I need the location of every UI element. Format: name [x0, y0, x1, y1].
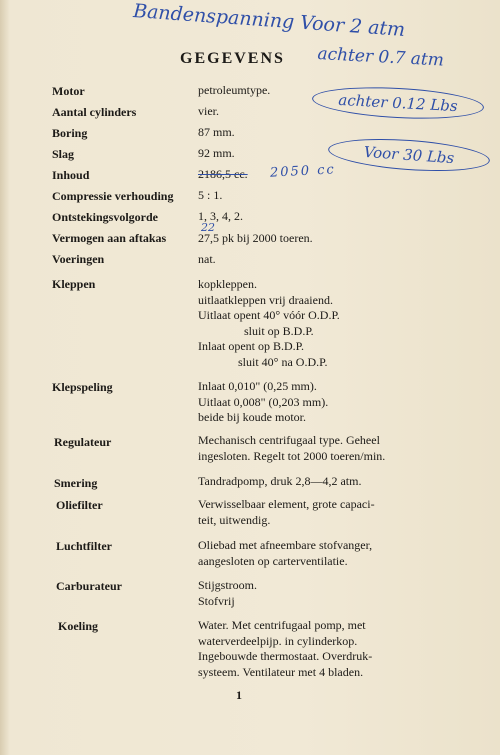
spec-label-voeringen: Voeringen	[52, 252, 105, 266]
page-number: 1	[236, 688, 242, 702]
spec-value-boring: 87 mm.	[198, 125, 235, 139]
spec-value-compressie: 5 : 1.	[198, 188, 223, 202]
spec-value-slag: 92 mm.	[198, 146, 235, 160]
oval-front-text: Voor 30 Lbs	[363, 142, 455, 168]
oval-rear-text: achter 0.12 Lbs	[337, 90, 459, 116]
spec-label-boring: Boring	[52, 126, 88, 140]
handwritten-oval-front-lbs	[327, 134, 491, 175]
spec-value-regulateur: Mechanisch centrifugaal type. Geheel ingesloten. Regelt tot 2000 toeren/min.	[198, 433, 386, 463]
spec-value-klepspeling: Inlaat 0,010" (0,25 mm). Uitlaat 0,008" (0,203 mm). beide bij koude motor.	[198, 379, 329, 424]
spec-label-motor: Motor	[52, 84, 85, 98]
spec-label-vermogen: Vermogen aan aftakas	[52, 231, 167, 245]
spec-value-carburateur: Stijgstroom. Stofvrij	[198, 578, 258, 608]
spec-value-cylinders: vier.	[198, 104, 219, 118]
handwritten-oval-rear-lbs	[311, 84, 484, 123]
spec-label-klepspeling: Klepspeling	[52, 380, 113, 394]
handwritten-tire-pressure-note: Bandenspanning Voor 2 atm	[132, 0, 406, 41]
spec-value-voeringen: nat.	[198, 252, 216, 266]
spec-value-inhoud: 2186,5 cc.	[198, 167, 248, 181]
spec-label-koeling: Koeling	[58, 619, 99, 633]
spec-value-ontsteking: 1, 3, 4, 2.	[198, 209, 243, 223]
spec-value-oliefilter: Verwisselbaar element, grote capaci- teit, uitwendig.	[198, 497, 375, 527]
spec-value-smering: Tandradpomp, druk 2,8—4,2 atm.	[198, 474, 362, 488]
spec-value-luchtfilter: Oliebad met afneembare stofvanger, aangesloten op carterventilatie.	[198, 538, 373, 568]
spec-label-slag: Slag	[52, 147, 75, 161]
page-title: GEGEVENS	[180, 50, 285, 67]
handwritten-vermogen-correction: 22	[201, 221, 215, 234]
spec-value-vermogen: 27,5 pk bij 2000 toeren.	[198, 231, 313, 245]
spec-label-compressie: Compressie verhouding	[52, 189, 174, 203]
spec-label-ontsteking: Ontstekingsvolgorde	[52, 210, 159, 224]
spec-label-inhoud: Inhoud	[52, 168, 90, 182]
spec-label-oliefilter: Oliefilter	[56, 498, 103, 512]
handwritten-rear-pressure-note: achter 0.7 atm	[316, 44, 445, 71]
spec-label-cylinders: Aantal cylinders	[52, 105, 137, 119]
spec-label-smering: Smering	[54, 476, 98, 490]
spec-label-kleppen: Kleppen	[52, 277, 96, 291]
spec-label-regulateur: Regulateur	[54, 435, 112, 449]
spec-label-luchtfilter: Luchtfilter	[56, 539, 112, 553]
spec-value-motor: petroleumtype.	[198, 83, 271, 97]
spec-value-kleppen: kopkleppen. uitlaatkleppen vrij draaiend. Uitlaat opent 40° vóór O.D.P. sluit op B.D.P. Inlaat opent op B.D.P. sluit 40° na O.D.P.	[198, 277, 340, 369]
spec-label-carburateur: Carburateur	[56, 579, 122, 593]
spec-value-koeling: Water. Met centrifugaal pomp, met waterverdeelpijp. in cylinderkop. Ingebouwde thermostaat. Overdruk- systeem. Ventilateur met 4 bladen.	[198, 618, 373, 679]
handwritten-inhoud-correction: 2050 cc	[269, 162, 337, 181]
